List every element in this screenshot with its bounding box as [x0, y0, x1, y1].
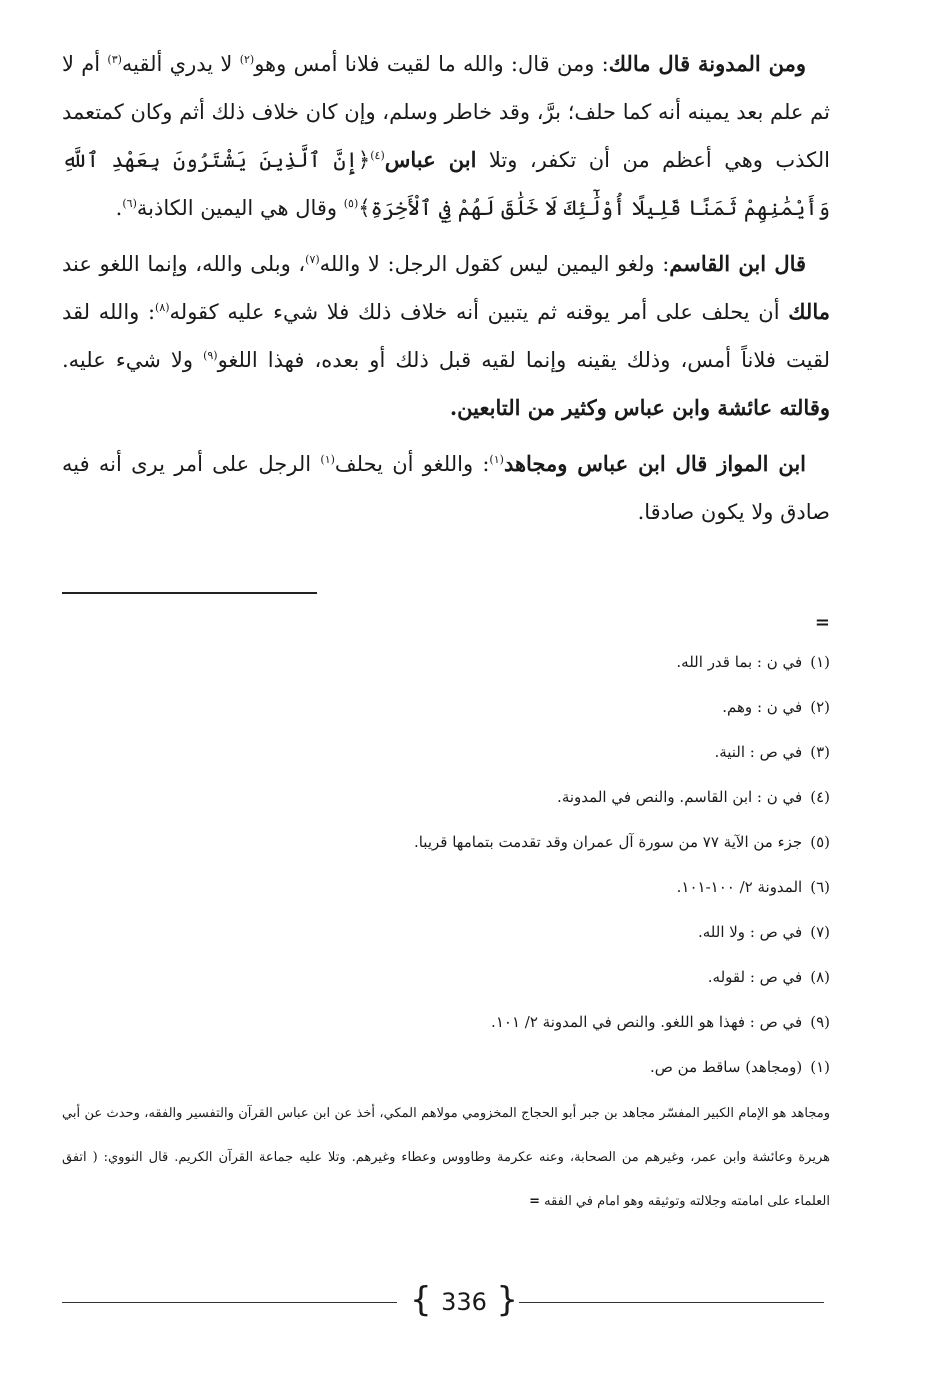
page-number-box — [410, 1280, 518, 1324]
footnote-number: (١) — [810, 653, 830, 671]
footnote-ref: (٣) — [107, 53, 122, 66]
paragraph — [62, 240, 830, 432]
footnote-number: (٧) — [810, 923, 830, 941]
text-segment: الرجل على أمر يرى أنه فيه صادق ولا يكون صادقا. — [62, 452, 830, 524]
footnote-text: (ومجاهد) ساقط من ص. — [649, 1058, 803, 1076]
footnote-text: في ص : النية. — [714, 743, 803, 761]
footnote-ref: (٧) — [305, 253, 320, 266]
text-segment: أم لا ثم علم بعد يمينه أنه كما حلف؛ برَّ، وقد خاطر وسلم، وإن كان خلاف ذلك أثم وكان كمتعمد الكذب وهي أعظم من أن تكفر، وتلا — [62, 52, 830, 172]
footnote-text: في ن : ابن القاسم. والنص في المدونة. — [557, 788, 803, 806]
bold-text: مالك — [788, 299, 830, 324]
footnote-ref: (٦) — [122, 197, 137, 210]
footnote-item — [62, 910, 830, 955]
footnote-ref: (٢) — [239, 53, 255, 66]
bold-text: وقالته عائشة وابن عباس وكثير من التابعين. — [449, 395, 830, 420]
text-segment: لا يدري ألقيه — [121, 52, 240, 76]
footer-rule-left — [62, 1302, 397, 1303]
bold-text: ابن عباس — [384, 147, 477, 172]
footnote-ref: (٩) — [203, 349, 218, 362]
footnote-ref: (١) — [320, 453, 335, 466]
footnote-item — [62, 685, 830, 730]
text-segment: : واللغو أن يحلف — [334, 452, 490, 476]
text-segment: ﴿إِنَّ ٱلَّذِينَ يَشْتَرُونَ بِعَهْدِ ٱللَّهِ وَأَيْمَٰنِهِمْ ثَمَنًا قَلِيلًا أُوْلَٰٓئِكَ لَا خَلَٰقَ لَهُمْ فِي ٱلْأَخِرَةِ﴾ — [62, 148, 830, 220]
footnote-item — [62, 1045, 830, 1090]
bracket-left-icon: { — [410, 1280, 432, 1320]
footnote-item — [62, 730, 830, 775]
bold-text: ومن المدونة قال مالك — [608, 51, 806, 76]
text-segment: ولا شيء عليه. — [62, 348, 204, 372]
text-segment: ، وبلى والله، وإنما اللغو عند — [62, 252, 306, 276]
footnote-number: (٨) — [810, 968, 830, 986]
main-text — [62, 40, 830, 536]
footnote-ref: (٨) — [155, 301, 170, 314]
paragraph — [62, 440, 830, 536]
footnote-text: في ص : ولا الله. — [697, 923, 803, 941]
footnote-number: (١) — [810, 1058, 830, 1076]
bold-text: ابن المواز قال ابن عباس ومجاهد — [503, 451, 806, 476]
text-segment: : والله لقد لقيت فلاناً أمس، وذلك يقينه وإنما لقيه قبل ذلك أو بعده، فهذا اللغو — [62, 300, 831, 372]
paragraph — [62, 40, 830, 232]
bio-note-text: ومجاهد هو الإمام الكبير المفسّر مجاهد بن جبر أبو الحجاج المخزومي مولاهم المكي، أخذ عن ابن عباس القرآن والتفسير والفقه، وحدث عن أبي هريرة وعائشة وابن عمر، وغيرهم من الصحابة، وعنه عكرمة وطاووس وعطاء وغيرهم. وتلا عليه جماعة القرآن الكريم. قال النووي: ( اتفق العلماء على امامته وجلالته وتوثيقه وهو امام في الفقه — [62, 1106, 830, 1209]
footnote-text: في ن : وهم. — [722, 698, 803, 716]
footer-rule-right — [519, 1302, 824, 1303]
footnote-ref: (٥) — [343, 197, 359, 210]
footnote-text: في ص : لقوله. — [707, 968, 803, 986]
footnote-number: (٩) — [810, 1013, 830, 1031]
footnote-ref: (٤) — [370, 149, 385, 162]
bio-note — [62, 1092, 830, 1224]
footnote-number: (٣) — [810, 743, 830, 761]
footnote-item — [62, 775, 830, 820]
footnote-text: المدونة ٢/ ١٠٠-١٠١. — [676, 878, 803, 896]
text-segment: أن يحلف على أمر يوقنه ثم يتبين أنه خلاف ذلك فلا شيء عليه كقوله — [169, 300, 789, 324]
footnote-number: (٢) — [810, 698, 830, 716]
page — [62, 40, 830, 1380]
footnotes — [62, 640, 830, 1090]
page-footer — [62, 1280, 824, 1324]
footnote-number: (٤) — [810, 788, 830, 806]
text-segment: : ولغو اليمين ليس كقول الرجل: لا والله — [319, 252, 670, 276]
text-segment: : ومن قال: والله ما لقيت فلانا أمس وهو — [254, 52, 609, 76]
bracket-right-icon: } — [496, 1280, 518, 1320]
footnote-ref: (١) — [489, 453, 504, 466]
footnote-text: في ن : بما قدر الله. — [676, 653, 803, 671]
footnote-number: (٦) — [810, 878, 830, 896]
footnote-item — [62, 955, 830, 1000]
page-number: 336 — [441, 1288, 487, 1316]
bio-continuation-mark: = — [529, 1194, 540, 1209]
footnote-item — [62, 820, 830, 865]
text-segment: وقال هي اليمين الكاذبة — [136, 196, 344, 220]
footnote-item — [62, 1000, 830, 1045]
continuation-mark: = — [814, 612, 830, 633]
footnote-item — [62, 865, 830, 910]
text-segment: . — [115, 196, 123, 220]
footnote-separator — [62, 592, 317, 594]
footnote-text: في ص : فهذا هو اللغو. والنص في المدونة ٢/ ١٠١. — [491, 1013, 803, 1031]
footnote-number: (٥) — [810, 833, 830, 851]
footnote-item — [62, 640, 830, 685]
bold-text: قال ابن القاسم — [669, 251, 807, 276]
footnote-text: جزء من الآية ٧٧ من سورة آل عمران وقد تقدمت بتمامها قريبا. — [413, 833, 803, 851]
